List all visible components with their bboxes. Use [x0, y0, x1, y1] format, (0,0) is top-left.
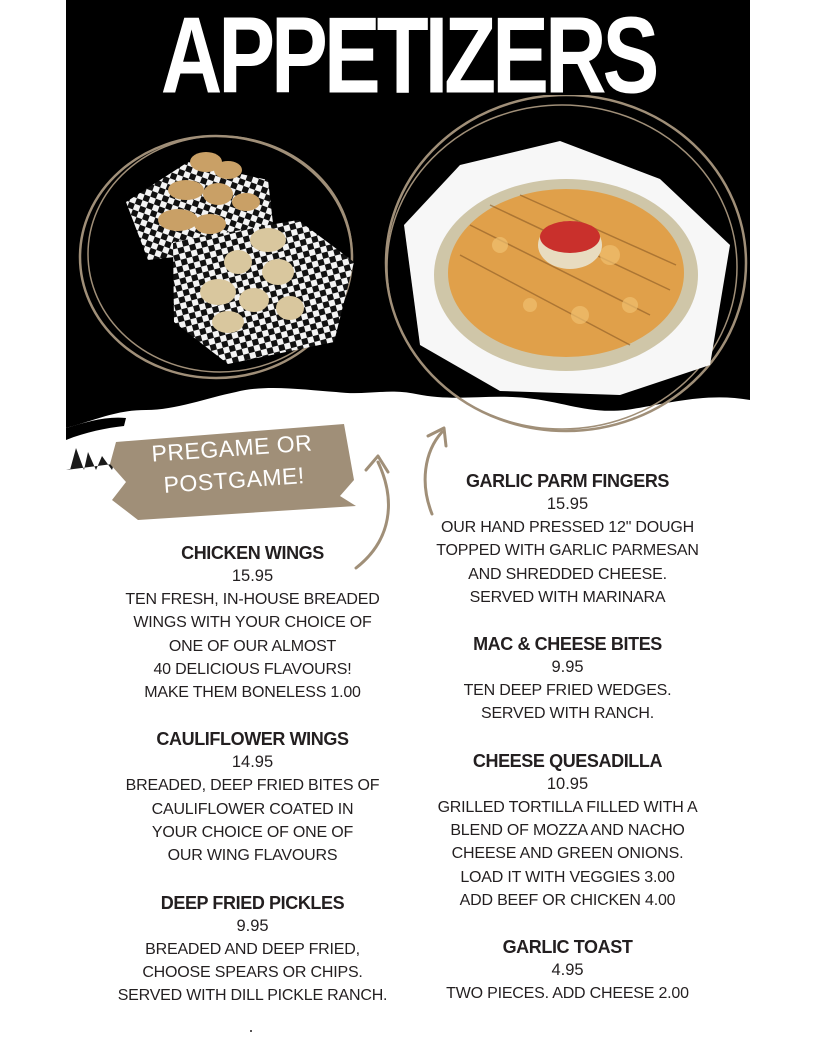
- menu-item: [425, 749, 710, 912]
- item-description: BREADED, DEEP FRIED BITES OF CAULIFLOWER COATED IN YOUR CHOICE OF ONE OF OUR WING FLAVOURS: [125, 777, 380, 865]
- item-description: OUR HAND PRESSED 12" DOUGH TOPPED WITH GARLIC PARMESAN AND SHREDDED CHEESE. SERVED WITH MARINARA: [436, 519, 699, 606]
- item-description: TWO PIECES. ADD CHEESE 2.00: [446, 985, 689, 1003]
- menu-item: [425, 469, 710, 609]
- item-price: 9.95: [551, 658, 584, 677]
- wings-photo: [78, 132, 378, 382]
- wings-photo-image: [78, 132, 378, 382]
- stray-dot: [250, 1030, 252, 1032]
- item-name: MAC & CHEESE BITES: [473, 634, 662, 655]
- menu-item: [110, 891, 395, 1008]
- menu-column-left: [110, 541, 395, 1031]
- item-name: CAULIFLOWER WINGS: [156, 729, 349, 750]
- garlic-fingers-photo-image: [380, 95, 750, 445]
- item-description: BREADED AND DEEP FRIED, CHOOSE SPEARS OR CHIPS. SERVED WITH DILL PICKLE RANCH.: [117, 940, 388, 1005]
- item-price: 15.95: [231, 567, 274, 585]
- menu-item: [110, 541, 395, 704]
- item-name: GARLIC PARM FINGERS: [465, 471, 670, 491]
- item-name: DEEP FRIED PICKLES: [160, 892, 345, 913]
- badge-line-1: PREGAME OR: [150, 429, 314, 467]
- item-description: TEN FRESH, IN-HOUSE BREADED WINGS WITH YOUR CHOICE OF ONE OF OUR ALMOST 40 DELICIOUS FLAVOURS! MAKE THEM BONELESS 1.00: [125, 591, 380, 702]
- item-price: 4.95: [551, 961, 584, 980]
- menu-column-right: [425, 469, 710, 1029]
- menu-item: [425, 632, 710, 726]
- item-price: 10.95: [546, 774, 589, 793]
- item-price: 14.95: [231, 753, 274, 772]
- item-name: CHICKEN WINGS: [181, 543, 324, 563]
- garlic-fingers-photo: [380, 95, 750, 445]
- item-description: GRILLED TORTILLA FILLED WITH A BLEND OF MOZZA AND NACHO CHEESE AND GREEN ONIONS. LOAD IT WITH VEGGIES 3.00 ADD BEEF OR CHICKEN 4.00: [437, 798, 698, 909]
- menu-item: [425, 935, 710, 1005]
- page-title: APPETIZERS: [160, 0, 656, 117]
- item-price: 15.95: [546, 495, 589, 513]
- badge-line-2: POSTGAME!: [162, 462, 306, 498]
- item-name: GARLIC TOAST: [502, 937, 633, 958]
- item-price: 9.95: [236, 916, 269, 935]
- item-description: TEN DEEP FRIED WEDGES. SERVED WITH RANCH.: [463, 682, 672, 723]
- menu-item: [110, 727, 395, 867]
- item-name: CHEESE QUESADILLA: [472, 750, 663, 771]
